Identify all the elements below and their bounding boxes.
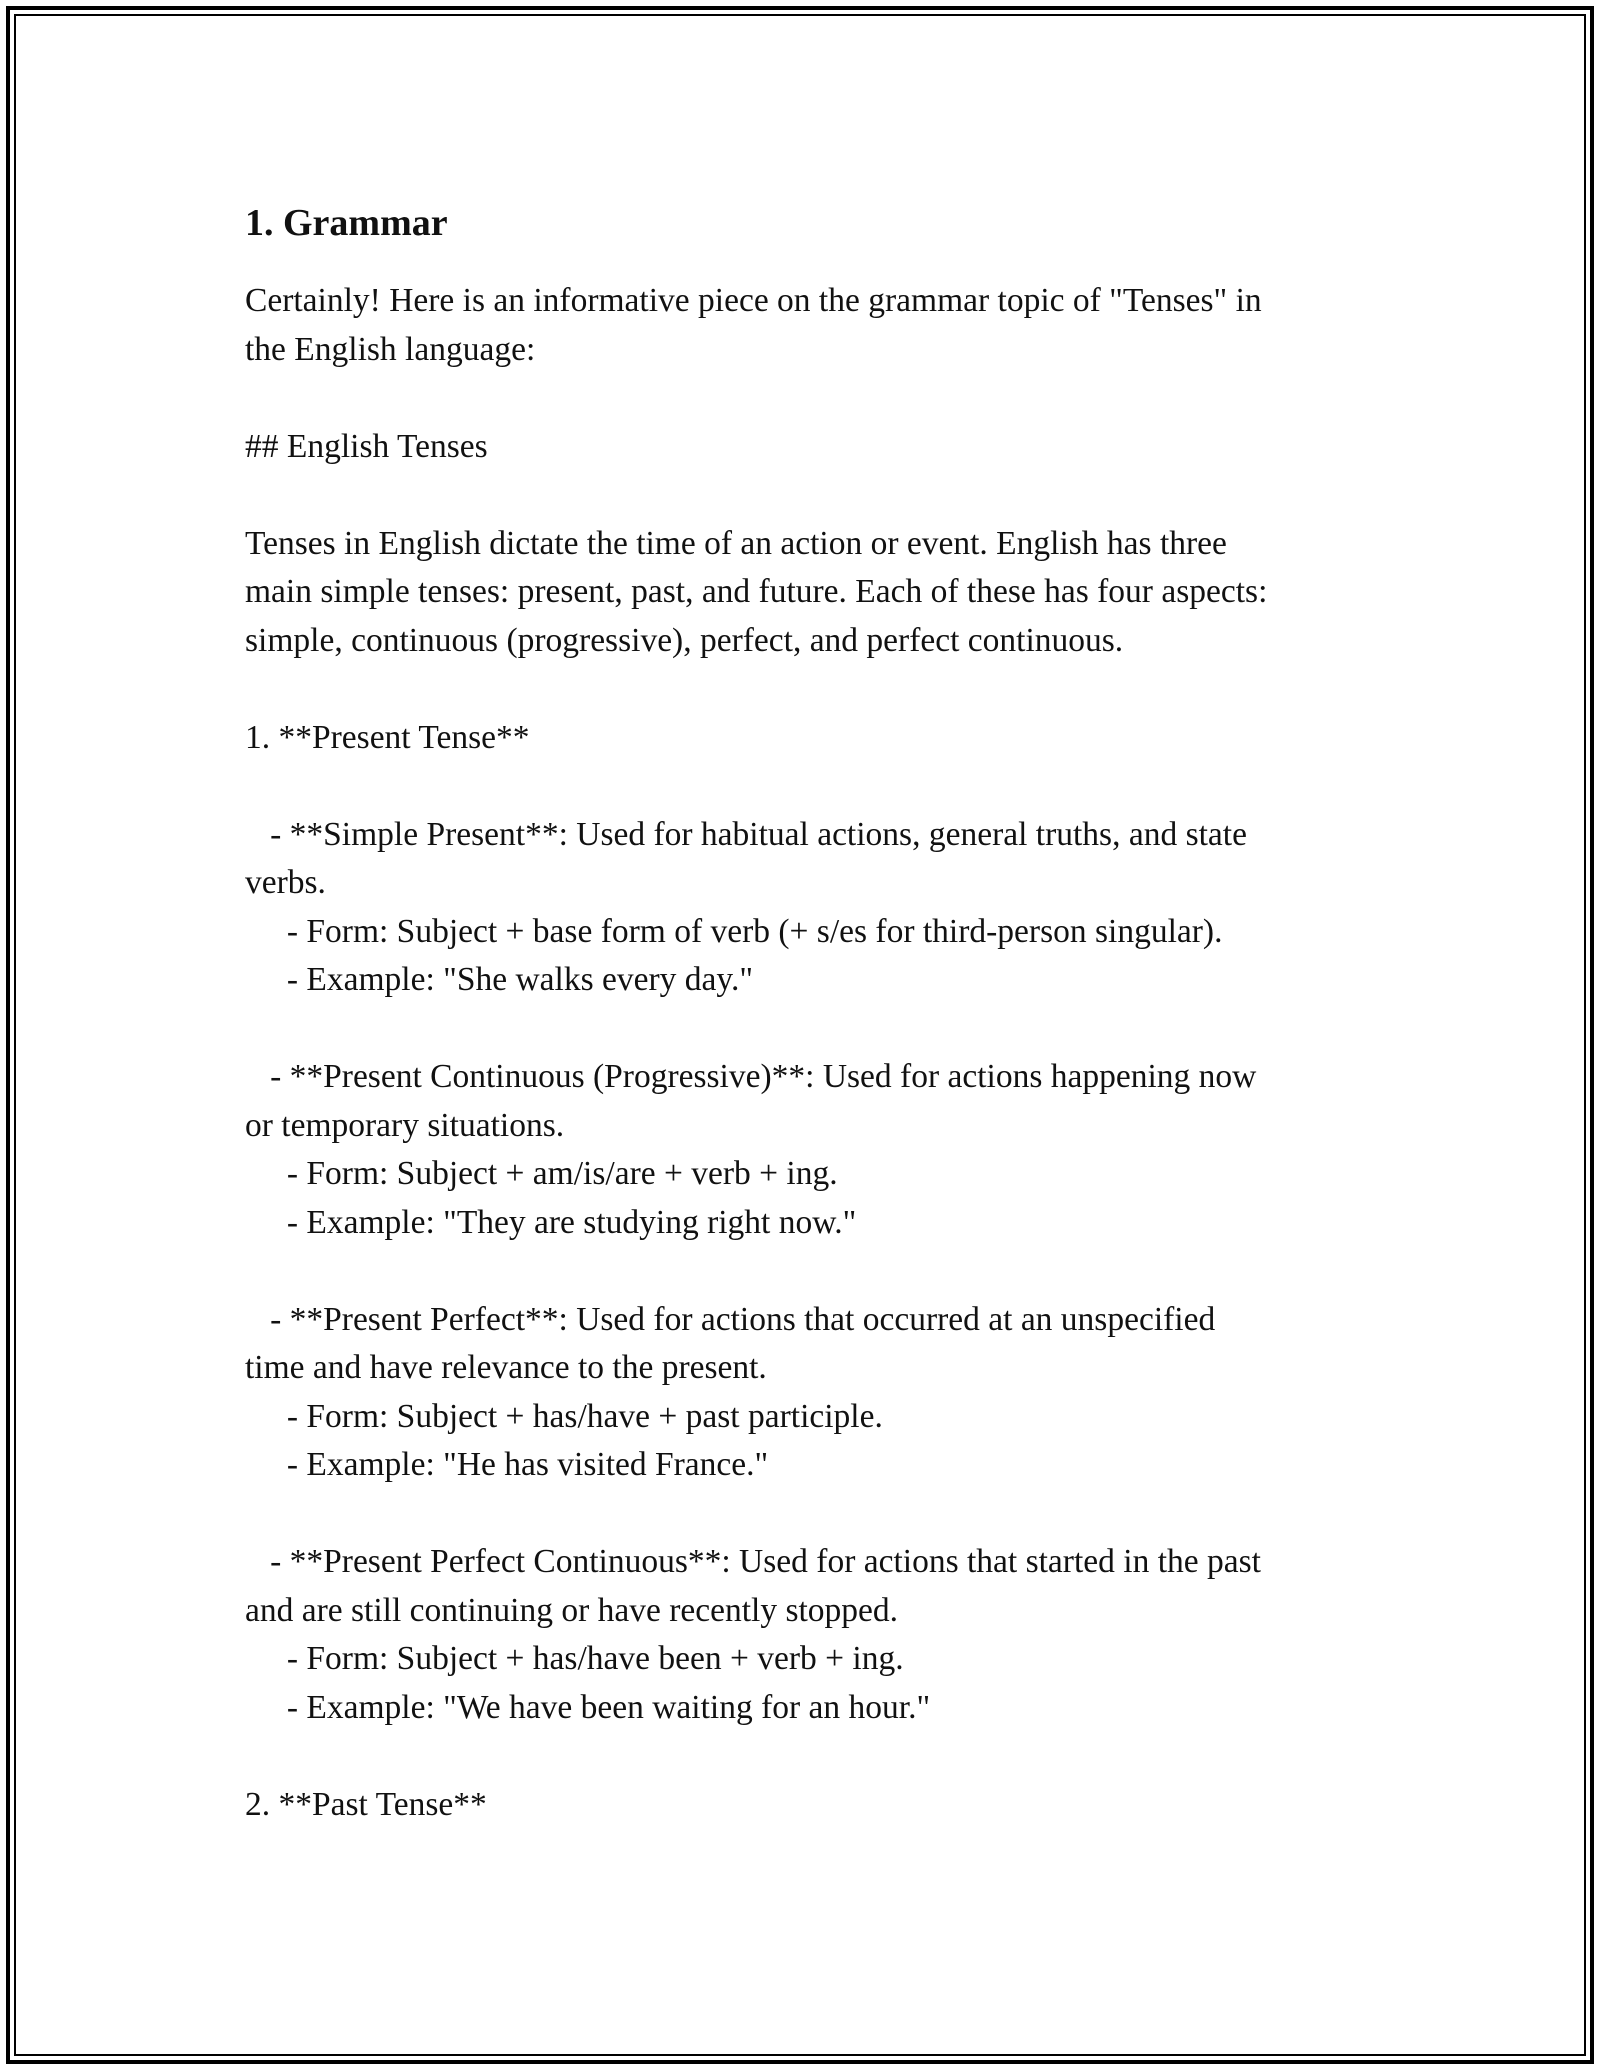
simple-present-form: - Form: Subject + base form of verb (+ s/es for third-person singular).: [245, 912, 1223, 950]
spacer: [245, 471, 1370, 520]
present-perfect-form: - Form: Subject + has/have + past participle.: [245, 1397, 883, 1435]
present-perfect-line-2: time and have relevance to the present.: [245, 1349, 767, 1386]
present-continuous-line-2: or temporary situations.: [245, 1106, 565, 1144]
past-tense-heading: 2. **Past Tense**: [245, 1785, 487, 1823]
present-perfect-continuous-example: - Example: "We have been waiting for an hour.": [245, 1688, 931, 1726]
present-perfect-continuous-line-1: - **Present Perfect Continuous**: Used for actions that started in the past: [245, 1543, 1261, 1580]
subheading: ## English Tenses: [245, 427, 488, 465]
simple-present-line-1: - **Simple Present**: Used for habitual actions, general truths, and state: [245, 815, 1247, 853]
paragraph-line-2: main simple tenses: present, past, and future. Each of these has four aspects:: [245, 573, 1268, 610]
spacer: [245, 665, 1370, 714]
section-heading: 1. Grammar: [245, 202, 448, 244]
simple-present-line-2: verbs.: [245, 864, 326, 901]
present-perfect-continuous-form: - Form: Subject + has/have been + verb + ing.: [245, 1640, 904, 1677]
paragraph-line-1: Tenses in English dictate the time of an action or event. English has three: [245, 524, 1227, 562]
paragraph-line-3: simple, continuous (progressive), perfect, and perfect continuous.: [245, 621, 1124, 659]
present-perfect-example: - Example: "He has visited France.": [245, 1446, 769, 1483]
present-tense-heading: 1. **Present Tense**: [245, 718, 530, 756]
document-content: [245, 198, 1370, 1829]
present-continuous-example: - Example: "They are studying right now.": [245, 1203, 857, 1241]
present-continuous-form: - Form: Subject + am/is/are + verb + ing.: [245, 1155, 838, 1192]
simple-present-example: - Example: "She walks every day.": [245, 961, 753, 998]
present-continuous-line-1: - **Present Continuous (Progressive)**: Used for actions happening now: [245, 1058, 1257, 1095]
spacer: [245, 1732, 1370, 1781]
spacer: [245, 1490, 1370, 1539]
document-page: [6, 6, 1594, 2064]
present-perfect-line-1: - **Present Perfect**: Used for actions that occurred at an unspecified: [245, 1300, 1216, 1338]
spacer: [245, 1247, 1370, 1296]
spacer: [245, 374, 1370, 423]
spacer: [245, 1005, 1370, 1054]
intro-line-1: Certainly! Here is an informative piece on the grammar topic of "Tenses" in: [245, 282, 1262, 319]
intro-line-2: the English language:: [245, 330, 536, 368]
present-perfect-continuous-line-2: and are still continuing or have recently stopped.: [245, 1591, 899, 1629]
spacer: [245, 762, 1370, 811]
